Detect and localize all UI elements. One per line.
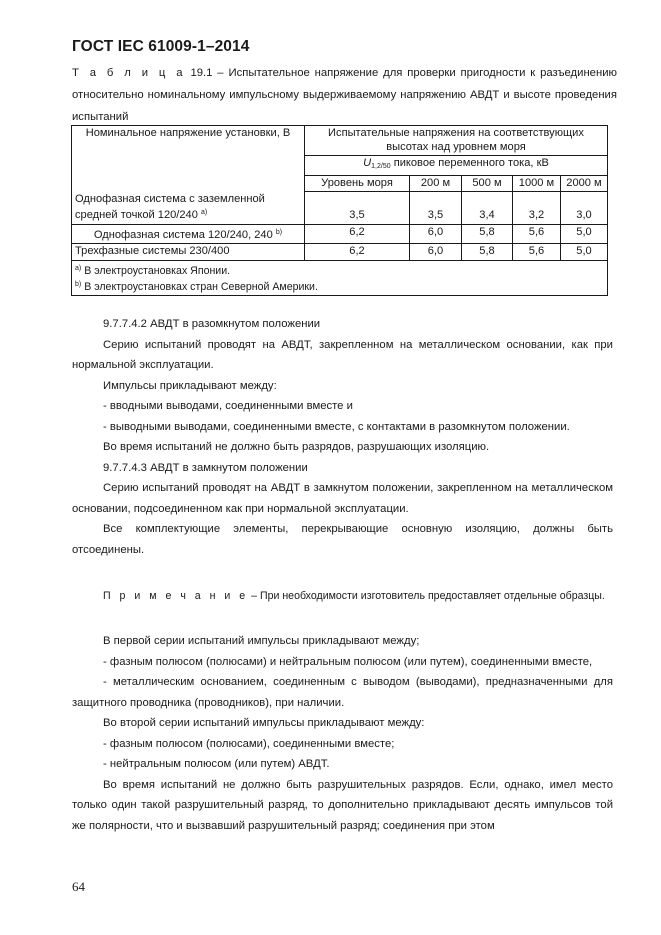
row-label-text: Трехфазные системы 230/400 (75, 245, 230, 257)
section-test-series (72, 631, 613, 836)
paragraph: Серию испытаний проводят на АВДТ, закрепленном на металлическом основании, как при нормальной эксплуатации. (72, 338, 613, 371)
note-label: П р и м е ч а н и е (103, 590, 249, 602)
table-row (72, 192, 608, 225)
table-caption-text: 19.1 – Испытательное напряжение для проверки пригодности к разъединению относительно номинальному импульсному выдерживаемому напряжению АВДТ и высоте проведения испытаний (72, 67, 617, 123)
note (103, 590, 605, 602)
altitude-header: 200 м (410, 175, 462, 192)
altitude-header: Уровень моря (305, 175, 410, 192)
altitude-header: 2000 м (561, 175, 608, 192)
table-cell: 5,8 (462, 244, 513, 261)
section-heading: 9.7.7.4.3 АВДТ в замкнутом положении (103, 461, 308, 474)
altitude-header: 500 м (462, 175, 513, 192)
paragraph: Во время испытаний не должно быть разрушительных разрядов. Если, однако, имел место только один такой разрушительный разряд, то дополнительно прикладывают десять импульсов той же полярности, что и вызвавший разрушительный разряд; соединения при этом (72, 778, 613, 832)
table-cell: 5,6 (513, 224, 561, 244)
paragraph: Все комплектующие элементы, перекрывающие основную изоляцию, должны быть отсоединены. (72, 523, 613, 556)
col-header-nominal-voltage: Номинальное напряжение установки, В (72, 126, 305, 192)
unit-text: пиковое переменного тока, кВ (393, 157, 549, 169)
row-label-text: Однофазная система 120/240, 240 (93, 228, 273, 241)
list-item: - фазным полюсом (полюсами) и нейтральным полюсом (или путем), соединенными вместе, (103, 655, 593, 668)
row-label (72, 192, 305, 225)
list-item: - вводными выводами, соединенными вместе и (103, 400, 353, 412)
row-label-text: Однофазная система с заземленной средней точкой 120/240 (75, 192, 265, 221)
table-cell: 6,2 (305, 224, 410, 244)
footnote (75, 278, 604, 294)
footnote-mark: b) (275, 228, 283, 236)
footnote-mark: a) (75, 264, 82, 272)
list-item: - выводными выводами, соединенными вместе, с контактами в разомкнутом положении. (103, 420, 570, 433)
unit-subscript: 1,2/50 (371, 163, 391, 170)
list-item: - фазным полюсом (полюсами), соединенными вместе; (103, 737, 395, 750)
table-cell: 5,8 (462, 224, 513, 244)
table-caption-label: Т а б л и ц а (72, 67, 186, 79)
paragraph: В первой серии испытаний импульсы прикладывают между; (103, 635, 420, 647)
table-cell: 6,0 (410, 224, 462, 244)
row-label (72, 224, 305, 244)
table-cell: 5,0 (561, 244, 608, 261)
table-caption (72, 62, 617, 128)
table-cell: 3,0 (561, 192, 608, 225)
table-cell: 6,0 (410, 244, 462, 261)
test-voltage-table (71, 125, 608, 296)
table-row (72, 244, 608, 261)
paragraph: Во второй серии испытаний импульсы прикладывают между: (103, 717, 425, 729)
paragraph: Импульсы прикладывают между: (103, 379, 277, 392)
table-cell: 3,5 (410, 192, 462, 225)
paragraph: Во время испытаний не должно быть разрядов, разрушающих изоляцию. (103, 441, 490, 453)
table-footnotes (72, 260, 608, 295)
table-cell: 3,5 (305, 192, 410, 225)
table-cell: 6,2 (305, 244, 410, 261)
table-cell: 3,4 (462, 192, 513, 225)
unit-symbol: U (363, 157, 372, 169)
list-item: - металлическим основанием, соединенным с выводом (выводами), предназначенными для защитного проводника (проводников), при наличии. (72, 676, 613, 709)
footnote-text: В электроустановках стран Северной Америки. (84, 280, 318, 293)
list-item: - нейтральным полюсом (или путем) АВДТ. (103, 758, 330, 770)
col-header-unit (305, 156, 608, 176)
note-text: – При необходимости изготовитель предоставляет отдельные образцы. (251, 590, 605, 602)
section-heading: 9.7.7.4.2 АВДТ в разомкнутом положении (103, 318, 321, 330)
document-header: ГОСТ IEC 61009-1–2014 (72, 38, 250, 55)
table-row (72, 224, 608, 244)
page-number: 64 (72, 879, 85, 894)
table-cell: 3,2 (513, 192, 561, 225)
paragraph: Серию испытаний проводят на АВДТ в замкнутом положении, закрепленном на металлическом основании, подсоединенном как при нормальной эксплуатации. (72, 482, 613, 515)
table-cell: 5,6 (513, 244, 561, 261)
section-open-position (72, 314, 613, 560)
footnote-text: В электроустановках Японии. (84, 264, 231, 277)
footnote-mark: b) (75, 280, 82, 288)
row-label (72, 244, 305, 261)
table-cell: 5,0 (561, 224, 608, 244)
footnote (75, 262, 604, 278)
col-header-group: Испытательные напряжения на соответствующих высотах над уровнем моря (305, 126, 608, 156)
altitude-header: 1000 м (513, 175, 561, 192)
footnote-mark: a) (200, 209, 208, 216)
